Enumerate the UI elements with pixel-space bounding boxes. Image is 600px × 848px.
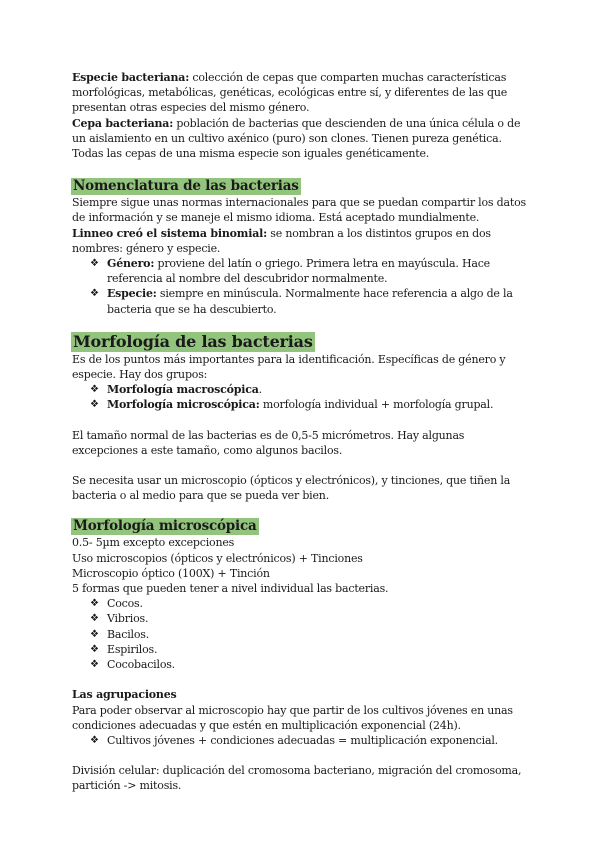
nomenclatura-heading-text: Nomenclatura de las bacterias bbox=[73, 178, 299, 195]
morfologia-paragraph: Es de los puntos más importantes para la identificación. Específicas de género y especie. Hay dos grupos: bbox=[72, 352, 506, 382]
list-item-text: Cultivos jóvenes + condiciones adecuadas = multiplicación exponencial. bbox=[107, 733, 498, 747]
diamond-bullet-icon: ❖ bbox=[90, 628, 99, 640]
diamond-bullet-icon: ❖ bbox=[90, 734, 99, 746]
list-item bbox=[72, 611, 528, 626]
list-item-text: Vibrios. bbox=[107, 612, 149, 626]
microscopica-line: 5 formas que pueden tener a nivel individual las bacterias. bbox=[72, 582, 389, 596]
list-item-term: Especie: bbox=[107, 287, 157, 301]
diamond-bullet-icon: ❖ bbox=[90, 613, 99, 625]
list-item-text: siempre en minúscula. Normalmente hace referencia a algo de la bacteria que se ha descubierto. bbox=[107, 287, 513, 316]
diamond-bullet-icon: ❖ bbox=[90, 288, 99, 300]
list-item-term: Morfología microscópica: bbox=[107, 398, 260, 412]
list-item-text: Espirilos. bbox=[107, 642, 158, 656]
list-item-text: proviene del latín o griego. Primera letra en mayúscula. Hace referencia al nombre del descubridor normalmente. bbox=[107, 257, 490, 286]
list-item-text: Cocos. bbox=[107, 597, 143, 611]
microscopica-heading-text: Morfología microscópica bbox=[73, 518, 257, 535]
diamond-bullet-icon: ❖ bbox=[90, 258, 99, 270]
microscopica-line: Uso microscopios (ópticos y electrónicos) + Tinciones bbox=[72, 551, 363, 565]
morfologia-heading-text: Morfología de las bacterias bbox=[73, 331, 313, 351]
diamond-bullet-icon: ❖ bbox=[90, 598, 99, 610]
list-item bbox=[72, 596, 528, 611]
list-item bbox=[72, 627, 528, 642]
list-item bbox=[72, 286, 528, 316]
list-item-term: Género: bbox=[107, 257, 155, 271]
nomenclatura-paragraph: Siempre sigue unas normas internacionales para que se puedan compartir los datos de información y se maneje el mismo idioma. Está aceptado mundialmente. bbox=[72, 196, 526, 225]
diamond-bullet-icon: ❖ bbox=[90, 399, 99, 411]
linneo-paragraph bbox=[72, 226, 528, 256]
nomenclatura-list bbox=[72, 256, 528, 317]
tamano-paragraph: El tamaño normal de las bacterias es de 0,5-5 micrómetros. Hay algunas excepciones a este tamaño, como algunos bacilos. bbox=[72, 428, 465, 457]
list-item bbox=[72, 382, 528, 397]
diamond-bullet-icon: ❖ bbox=[90, 643, 99, 655]
cepa-term: Cepa bacteriana: bbox=[72, 116, 174, 130]
especie-text: colección de cepas que comparten muchas características morfológicas, metabólicas, genéticas, ecológicas entre sí, y diferentes de las que presentan otras especies del mismo género. bbox=[72, 71, 508, 115]
list-item-text: Cocobacilos. bbox=[107, 658, 175, 672]
nomenclatura-heading bbox=[72, 178, 528, 195]
agrupaciones-paragraph: Para poder observar al microscopio hay que partir de los cultivos jóvenes en unas condiciones adecuadas y que estén en multiplicación exponencial (24h). bbox=[72, 703, 513, 732]
microscopio-paragraph: Se necesita usar un microscopio (ópticos y electrónicos), y tinciones, que tiñen la bacteria o al medio para que se pueda ver bien. bbox=[72, 474, 511, 503]
cepa-definition bbox=[72, 116, 528, 162]
diamond-bullet-icon: ❖ bbox=[90, 384, 99, 396]
division-paragraph: División celular: duplicación del cromosoma bacteriano, migración del cromosoma, partición -> mitosis. bbox=[72, 764, 522, 793]
list-item bbox=[72, 256, 528, 286]
morfologia-heading bbox=[72, 332, 528, 352]
document-page bbox=[72, 70, 528, 794]
microscopica-line: Microscopio óptico (100X) + Tinción bbox=[72, 566, 270, 580]
list-item bbox=[72, 657, 528, 672]
linneo-term: Linneo creó el sistema binomial: bbox=[72, 226, 267, 240]
list-item bbox=[72, 733, 528, 748]
linneo-text: se nombran a los distintos grupos en dos nombres: género y especie. bbox=[72, 226, 491, 255]
list-item bbox=[72, 397, 528, 412]
especie-term: Especie bacteriana: bbox=[72, 71, 190, 84]
agrupaciones-heading: Las agrupaciones bbox=[72, 688, 177, 702]
formas-list bbox=[72, 596, 528, 672]
list-item-text: . bbox=[258, 383, 262, 397]
microscopica-line: 0.5- 5µm excepto excepciones bbox=[72, 536, 235, 550]
morfologia-list bbox=[72, 382, 528, 412]
microscopica-heading bbox=[72, 518, 528, 535]
list-item bbox=[72, 642, 528, 657]
list-item-text: morfología individual + morfología grupal. bbox=[259, 398, 494, 412]
especie-definition bbox=[72, 70, 528, 116]
diamond-bullet-icon: ❖ bbox=[90, 659, 99, 671]
list-item-term: Morfología macroscópica bbox=[107, 383, 259, 397]
agrupaciones-list bbox=[72, 733, 528, 748]
list-item-text: Bacilos. bbox=[107, 627, 150, 641]
cepa-text: población de bacterias que descienden de una única célula o de un aislamiento en un cultivo axénico (puro) son clones. Tienen pureza genética. Todas las cepas de una misma especie son iguales genéticamente. bbox=[72, 116, 521, 161]
